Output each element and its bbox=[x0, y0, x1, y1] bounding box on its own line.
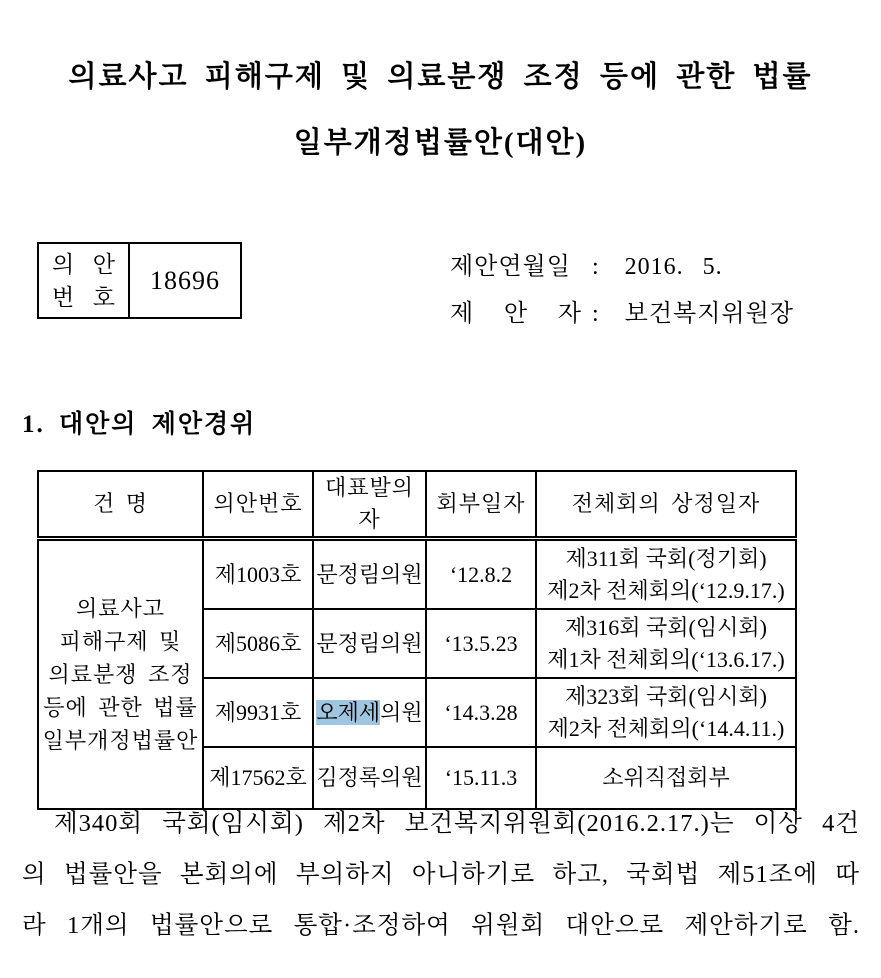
referral-date-cell: ‘12.8.2 bbox=[426, 539, 536, 610]
plenary-cell bbox=[536, 609, 796, 678]
case-name-line: 피해구제 및 bbox=[59, 629, 182, 654]
section-heading: 1. 대안의 제안경위 bbox=[22, 411, 257, 438]
referral-date-cell: ‘13.5.23 bbox=[426, 609, 536, 678]
plenary-line2: 제1차 전체회의(‘13.6.17.) bbox=[547, 646, 785, 672]
table-row bbox=[38, 539, 796, 610]
body-line-1: 제340회 국회(임시회) 제2차 보건복지위원회(2016.2.17.)는 이상 4건 bbox=[54, 810, 860, 837]
bill-number-box bbox=[37, 242, 242, 319]
proposer-row bbox=[450, 291, 794, 338]
bill-number-label-line2: 번 호 bbox=[52, 284, 115, 310]
proposer-label: 제 안 자 bbox=[450, 301, 582, 327]
document-title bbox=[0, 44, 881, 176]
column-header-proposer: 대표발의자 bbox=[313, 471, 426, 539]
proposer-text: 의원 bbox=[380, 699, 423, 725]
case-name-line: 등에 관한 법률 bbox=[43, 695, 198, 720]
plenary-line1: 소위직접회부 bbox=[602, 765, 730, 790]
body-line-3: 라 1개의 법률안으로 통합·조정하여 위원회 대안으로 제안하기로 함. bbox=[22, 912, 860, 939]
bill-no-cell: 제1003호 bbox=[203, 539, 313, 610]
selection-highlight: 오제세 bbox=[316, 699, 381, 725]
plenary-line1: 제316회 국회(임시회) bbox=[565, 614, 767, 640]
body-line-2: 의 법률안을 본회의에 부의하지 아니하기로 하고, 국회법 제51조에 따 bbox=[22, 861, 860, 888]
plenary-line1: 제323회 국회(임시회) bbox=[565, 683, 767, 709]
document-title-line1: 의료사고 피해구제 및 의료분쟁 조정 등에 관한 법률 bbox=[68, 61, 813, 93]
proposer-text: 김정록의원 bbox=[316, 765, 423, 790]
plenary-line1: 제311회 국회(정기회) bbox=[565, 545, 767, 571]
column-header-case-name: 건 명 bbox=[38, 471, 203, 539]
proposal-date-label: 제안연월일 bbox=[450, 254, 571, 280]
proposer-value: 보건복지위원장 bbox=[624, 301, 794, 327]
proposer-cell bbox=[313, 609, 426, 678]
plenary-cell bbox=[536, 539, 796, 610]
bill-number-label-line1: 의 안 bbox=[52, 251, 115, 277]
proposer-text: 문정림의원 bbox=[316, 630, 423, 656]
case-name-cell bbox=[38, 539, 203, 810]
document-title-line2: 일부개정법률안(대안) bbox=[293, 127, 588, 159]
body-paragraph bbox=[22, 798, 860, 951]
bills-table bbox=[37, 470, 797, 810]
referral-date-cell: ‘15.11.3 bbox=[426, 747, 536, 809]
column-header-plenary-date: 전체회의 상정일자 bbox=[536, 471, 796, 539]
bill-no-cell: 제5086호 bbox=[203, 609, 313, 678]
plenary-cell bbox=[536, 678, 796, 747]
proposer-cell bbox=[313, 678, 426, 747]
bill-number-label bbox=[39, 244, 130, 317]
referral-date-cell: ‘14.3.28 bbox=[426, 678, 536, 747]
proposal-date-colon: : bbox=[592, 254, 599, 280]
case-name-line: 의료사고 bbox=[75, 596, 165, 621]
bill-number-value: 18696 bbox=[150, 265, 220, 295]
proposal-meta bbox=[450, 244, 794, 338]
plenary-line2: 제2차 전체회의(‘14.4.11.) bbox=[547, 715, 785, 741]
column-header-referral-date: 회부일자 bbox=[426, 471, 536, 539]
proposer-text: 문정림의원 bbox=[316, 561, 423, 587]
bill-no-cell: 제17562호 bbox=[203, 747, 313, 809]
bill-no-cell: 제9931호 bbox=[203, 678, 313, 747]
case-name-line: 의료분쟁 조정 bbox=[48, 662, 193, 687]
column-header-bill-no: 의안번호 bbox=[203, 471, 313, 539]
plenary-line2: 제2차 전체회의(‘12.9.17.) bbox=[547, 577, 785, 603]
proposal-date-value: 2016. 5. bbox=[624, 254, 723, 280]
proposer-cell bbox=[313, 539, 426, 610]
proposal-date-row bbox=[450, 244, 794, 291]
case-name-line: 일부개정법률안 bbox=[42, 728, 199, 753]
proposer-colon: : bbox=[592, 301, 599, 327]
table-header-row bbox=[38, 471, 796, 539]
